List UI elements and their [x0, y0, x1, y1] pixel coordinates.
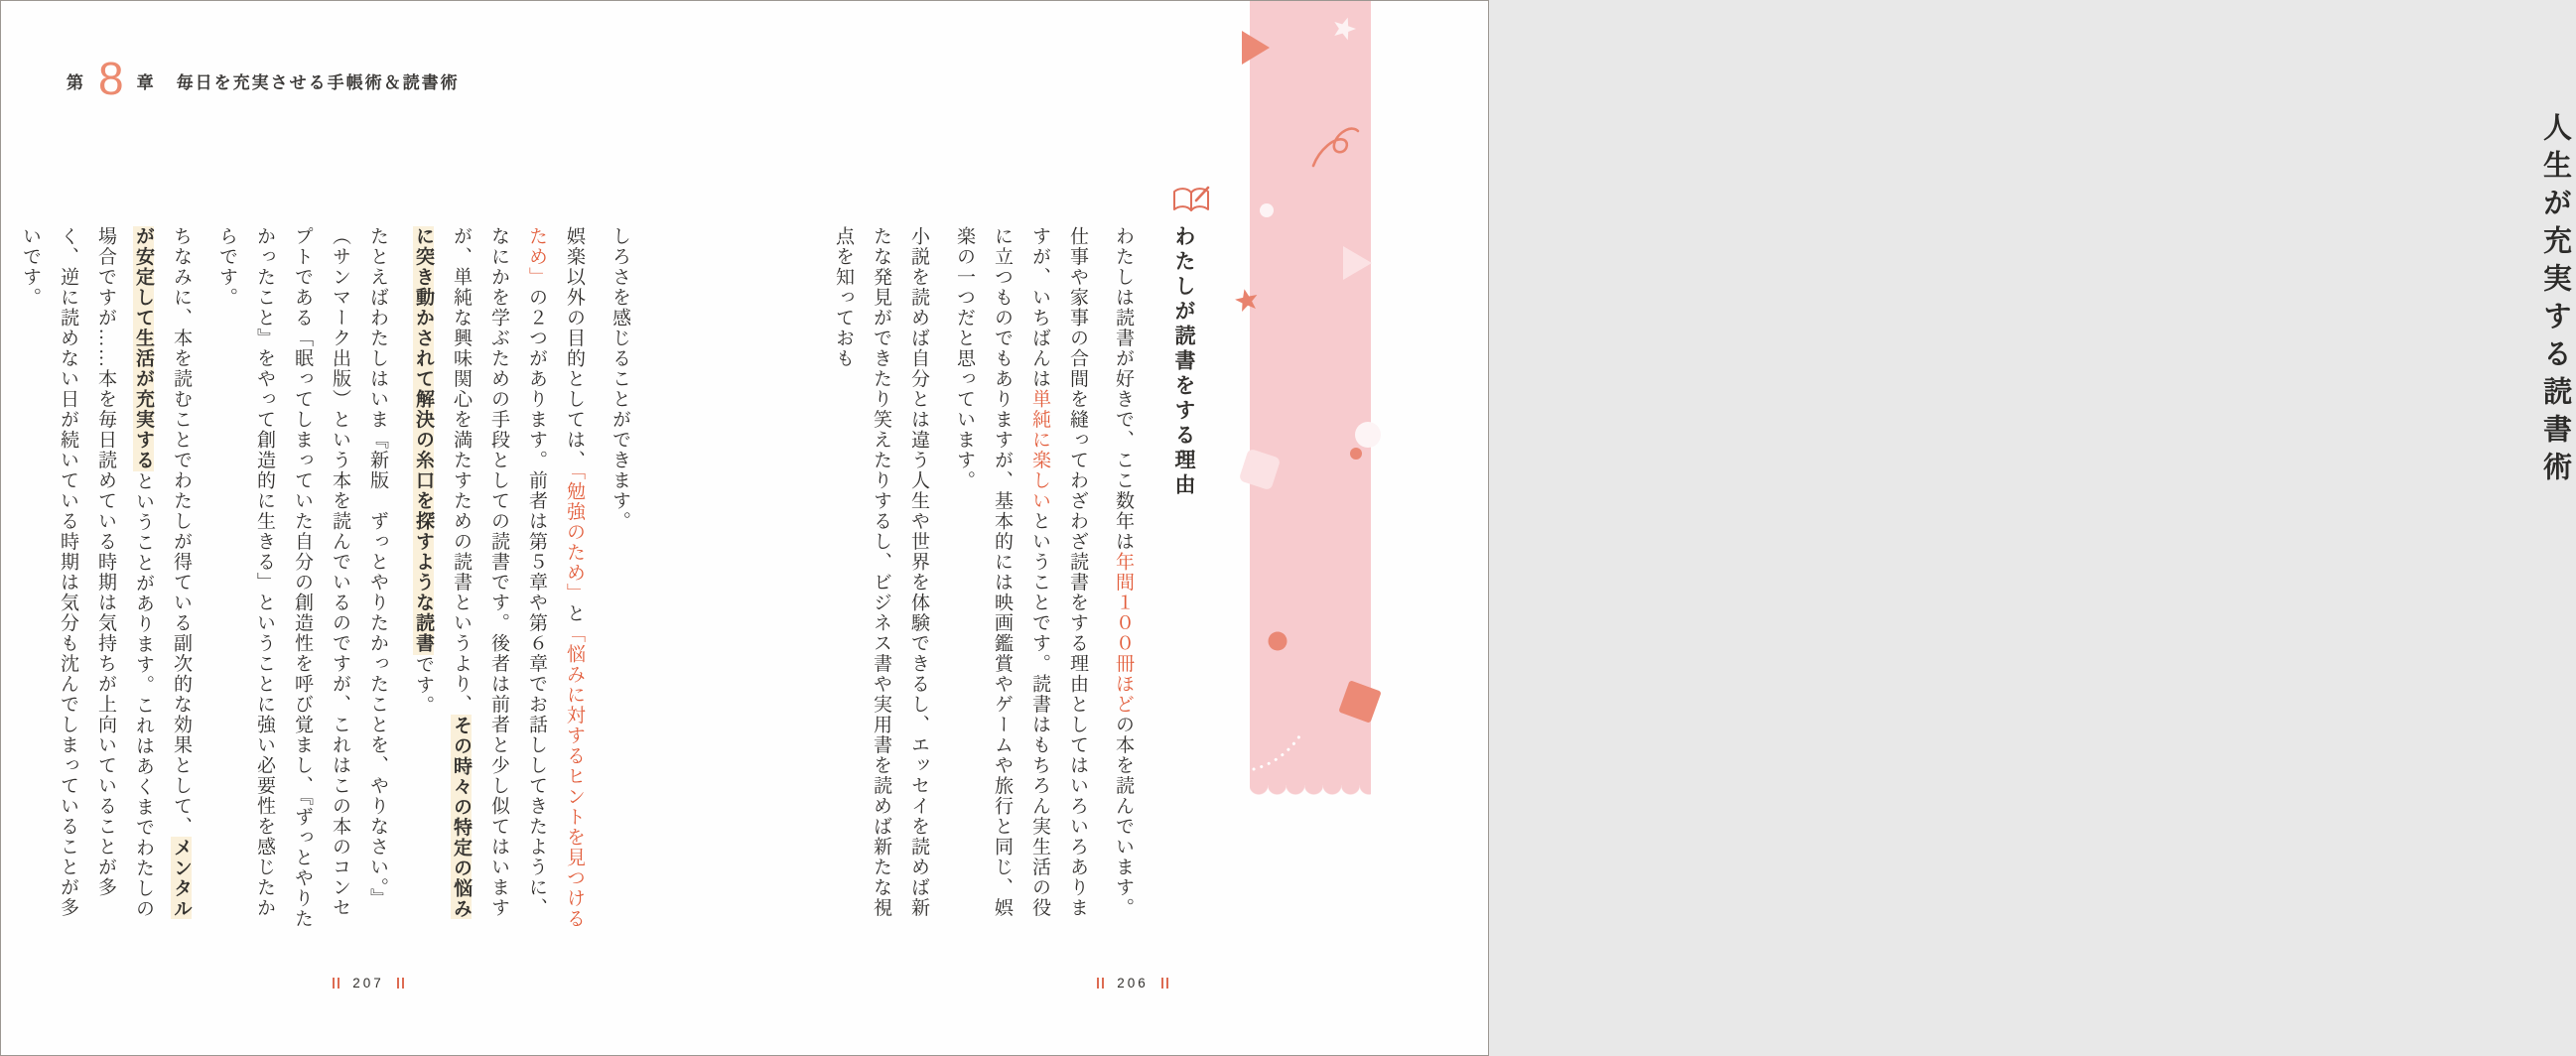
paragraph: [404, 226, 593, 935]
chapter-number: 8: [98, 53, 124, 104]
text-run-plain: の本を読んでいます。: [1113, 715, 1134, 918]
banner-scallop-edge: [1250, 785, 1371, 799]
paragraph: [1104, 226, 1142, 935]
text-run-orange: 「勉強のため」: [564, 470, 585, 603]
text-run-plain: わたしは読書が好きで、ここ数年は: [1113, 226, 1134, 552]
text-run-plain: 小説を読めば自分とは違う人生や世界を体験できるし、エッセイを読めば新たな発見ができたり笑えたりするし、ビジネス書や実用書を読めば新たな視点を知っておも: [833, 226, 929, 918]
text-run-plain: の２つがあります。前者は第５章や第６章でお話ししてきたように、なにかを学ぶための手段としての読書です。後者は前者と少し似てはいますが、単純な興味関心を満たすための読書というより、: [451, 226, 547, 918]
page-number-bars: [1097, 978, 1104, 989]
page-number-bars: [397, 978, 404, 989]
paragraph: [601, 226, 638, 935]
page-number-value: 207: [352, 976, 384, 990]
text-run-plain: 仕事や家事の合間を縫ってわざわざ読書をする理由としてはいろいろありますが、いちばんは: [1029, 226, 1088, 918]
star-icon: [1330, 14, 1358, 42]
text-run-plain: ということです。読書はもちろん実生活の役に立つものでもありますが、基本的には映画鑑賞やゲームや旅行と同じ、娯楽の一つだと思っています。: [954, 226, 1050, 918]
chapter-prefix: 第: [67, 72, 85, 92]
rounded-square: [1239, 449, 1282, 491]
text-run-plain: ちなみに、本を読むことでわたしが得ている副次的な効果として、: [171, 226, 192, 837]
text-run-plain: しろさを感じることができます。: [610, 226, 630, 532]
page-number-left: [309, 976, 428, 990]
text-run-orange: 年間１００冊ほど: [1113, 552, 1134, 715]
text-run-plain: ということがあります。これはあくまでわたしの場合ですが……本を毎日読めている時期は気持ちが上向いていることが多く、逆に読めない日が続いている時期は気分も沈んでしまっていることが多いです。: [20, 226, 154, 919]
text-run-plain: 娯楽以外の目的としては、: [564, 226, 585, 470]
page-number-value: 206: [1117, 976, 1149, 990]
thread-loop-icon: [1313, 129, 1358, 166]
paragraph: [11, 226, 200, 935]
text-run-plain: と: [564, 603, 585, 624]
text-run-plain: たとえばわたしはいま『新版 ずっとやりたかったことを、やりなさい。』（サンマーク出版）という本を読んでいるのですが、これはこの本のコンセプトである「眠ってしまっていた自分の創造性を呼び覚まし、『ずっとやりたかったこと』をやって創造的に生きる」ということに強い必要性を感じたからです。: [216, 226, 388, 929]
chapter-title: 毎日を充実させる手帳術＆読書術: [176, 72, 460, 92]
text-run-hl: その時々の特定の悩みに突き動かされて解決の糸口を探すような読書: [413, 226, 472, 919]
text-run-hl: メンタルが安定して生活が充実する: [133, 226, 192, 919]
text-run-plain: です。: [413, 654, 434, 716]
text-run-orange: 単純に楽しい: [1029, 389, 1050, 511]
page-number-right: [1073, 976, 1192, 990]
page-number-bars: [333, 978, 339, 989]
text-run-orange: 「悩みに対するヒントを見つけるため」: [526, 226, 585, 929]
dotted-arc: [1254, 733, 1301, 769]
triangle-icon: [1343, 246, 1372, 280]
page-number-bars: [1161, 978, 1168, 989]
open-book-pencil-icon: [1170, 184, 1214, 217]
paragraph: [824, 226, 937, 935]
star-icon: [1233, 287, 1260, 313]
square: [1338, 680, 1382, 724]
body-text-left: [3, 226, 638, 935]
paragraph: [945, 226, 1096, 935]
chapter-header: [67, 53, 460, 108]
section-heading: わたしが読書をする理由: [1172, 225, 1195, 498]
dot: [1269, 632, 1288, 651]
body-text-right: [816, 226, 1142, 935]
chapter-suffix: 章: [136, 72, 156, 92]
dot: [1260, 203, 1274, 217]
banner-decorations: [1250, 1, 1371, 785]
banner-title: 人生が充実する読書術: [2539, 112, 2571, 489]
chapter-banner: [1250, 1, 2571, 785]
paragraph: [207, 226, 396, 935]
circle: [1355, 422, 1381, 448]
dot: [1350, 448, 1362, 460]
triangle-icon: [1242, 31, 1270, 65]
